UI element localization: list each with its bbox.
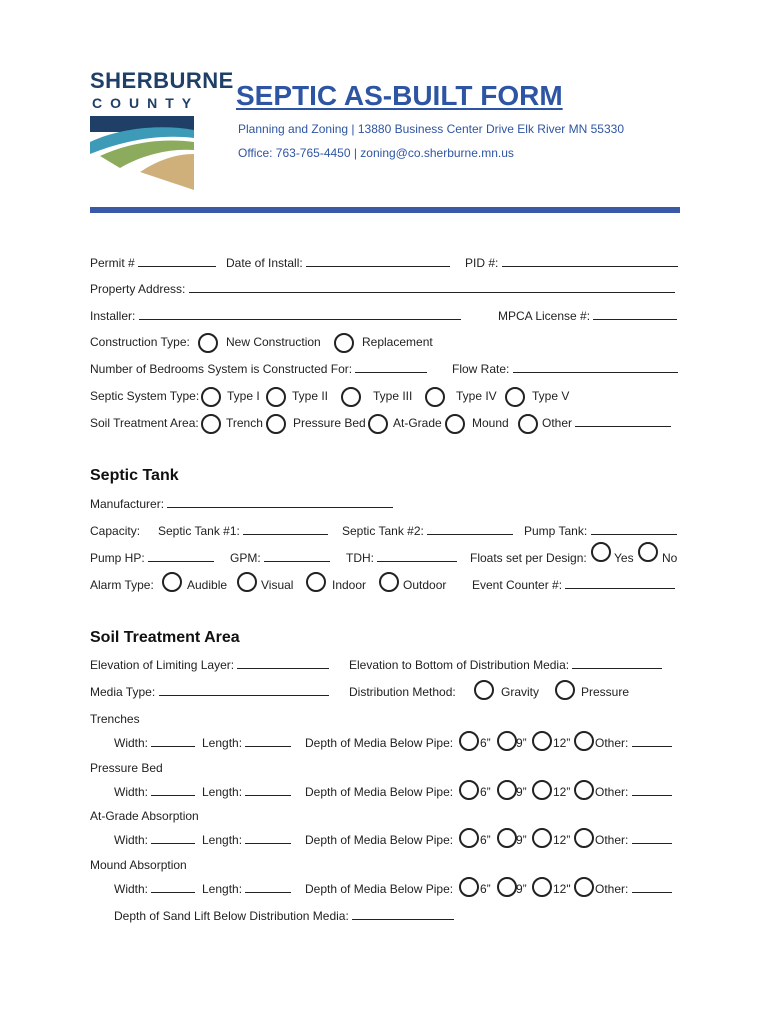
event-counter-field xyxy=(472,578,675,592)
system-type-2-label: Type II xyxy=(292,389,329,403)
system-type-3-radio[interactable] xyxy=(341,387,361,407)
width-input[interactable] xyxy=(151,736,195,747)
pressure-bed-width-field xyxy=(114,785,195,799)
pressure-bed-depth-option-2-label: 12” xyxy=(553,785,571,799)
pump-tank-input[interactable] xyxy=(591,524,677,535)
pressure-bed-depth-option-3-radio[interactable] xyxy=(574,780,594,800)
floats-yes-label: Yes xyxy=(614,551,634,565)
media-type-input[interactable] xyxy=(159,685,329,696)
system-type-2-radio[interactable] xyxy=(266,387,286,407)
width-input[interactable] xyxy=(151,882,195,893)
mound-depth-label: Depth of Media Below Pipe: xyxy=(305,882,454,896)
pump-hp-label: Pump HP: xyxy=(90,551,145,565)
width-input[interactable] xyxy=(151,833,195,844)
trenches-depth-option-2-label: 12” xyxy=(553,736,571,750)
pressure-bed-depth-label: Depth of Media Below Pipe: xyxy=(305,785,454,799)
pressure-bed-depth-option-1-label: 9” xyxy=(516,785,527,799)
page-title: SEPTIC AS-BUILT FORM xyxy=(236,80,563,111)
flow-rate-label: Flow Rate: xyxy=(452,362,510,376)
trenches-depth-option-0-label: 6” xyxy=(480,736,491,750)
permit-input[interactable] xyxy=(138,256,216,267)
sand-lift-field xyxy=(114,909,454,923)
pid-field xyxy=(465,256,678,270)
tank2-field xyxy=(342,524,513,538)
media-type-field xyxy=(90,685,329,699)
tdh-field xyxy=(346,551,457,565)
length-input[interactable] xyxy=(245,736,291,747)
floats-no-label: No xyxy=(662,551,678,565)
length-label: Length: xyxy=(202,736,243,750)
logo-landscape-icon xyxy=(90,116,196,192)
alarm-audible-label: Audible xyxy=(187,578,228,592)
other-label: Other: xyxy=(595,882,629,896)
install-date-input[interactable] xyxy=(306,256,450,267)
at-grade-depth-option-0-radio[interactable] xyxy=(459,828,479,848)
tank2-label: Septic Tank #2: xyxy=(342,524,424,538)
construction-replacement-radio[interactable] xyxy=(334,333,354,353)
trenches-depth-option-1-radio[interactable] xyxy=(497,731,517,751)
pid-label: PID #: xyxy=(465,256,499,270)
mound-depth-option-1-label: 9” xyxy=(516,882,527,896)
event-counter-label: Event Counter #: xyxy=(472,578,563,592)
mound-depth-option-2-radio[interactable] xyxy=(532,877,552,897)
trenches-depth-option-2-radio[interactable] xyxy=(532,731,552,751)
soil-mound-radio[interactable] xyxy=(445,414,465,434)
trenches-depth-option-0-radio[interactable] xyxy=(459,731,479,751)
flow-rate-input[interactable] xyxy=(513,362,678,373)
alarm-type-label: Alarm Type: xyxy=(90,578,154,592)
elev-bottom-input[interactable] xyxy=(572,658,662,669)
soil-mound-label: Mound xyxy=(472,416,509,430)
at-grade-width-field xyxy=(114,833,195,847)
soil-trench-label: Trench xyxy=(226,416,263,430)
dist-method-label: Distribution Method: xyxy=(349,685,456,699)
dist-pressure-radio[interactable] xyxy=(555,680,575,700)
manufacturer-label: Manufacturer: xyxy=(90,497,165,511)
at-grade-depth-option-0-label: 6” xyxy=(480,833,491,847)
soil-at-grade-radio[interactable] xyxy=(368,414,388,434)
length-label: Length: xyxy=(202,882,243,896)
gpm-field xyxy=(230,551,330,565)
elev-bottom-label: Elevation to Bottom of Distribution Media: xyxy=(349,658,570,672)
at-grade-depth-option-2-label: 12” xyxy=(553,833,571,847)
pump-hp-input[interactable] xyxy=(148,551,214,562)
tank1-input[interactable] xyxy=(243,524,328,535)
tank2-input[interactable] xyxy=(427,524,513,535)
alarm-indoor-label: Indoor xyxy=(332,578,367,592)
section-heading-pressure-bed: Pressure Bed xyxy=(90,761,163,775)
at-grade-depth-option-2-radio[interactable] xyxy=(532,828,552,848)
installer-label: Installer: xyxy=(90,309,136,323)
soil-at-grade-label: At-Grade xyxy=(393,416,442,430)
trenches-depth-option-3-label xyxy=(595,736,672,750)
bedrooms-label: Number of Bedrooms System is Constructed For: xyxy=(90,362,353,376)
width-label: Width: xyxy=(114,736,149,750)
other-input[interactable] xyxy=(632,785,672,796)
system-type-1-radio[interactable] xyxy=(201,387,221,407)
at-grade-depth-option-1-label: 9” xyxy=(516,833,527,847)
section-heading-at-grade: At-Grade Absorption xyxy=(90,809,199,823)
pump-hp-field xyxy=(90,551,214,565)
other-label: Other: xyxy=(595,833,629,847)
construction-replacement-label: Replacement xyxy=(362,335,433,349)
soil-treatment-heading: Soil Treatment Area xyxy=(90,629,240,646)
flow-rate-field xyxy=(452,362,678,376)
install-date-label: Date of Install: xyxy=(226,256,303,270)
length-input[interactable] xyxy=(245,785,291,796)
length-label: Length: xyxy=(202,785,243,799)
soil-trench-radio[interactable] xyxy=(201,414,221,434)
trenches-length-field xyxy=(202,736,291,750)
install-date-field xyxy=(226,256,450,270)
length-input[interactable] xyxy=(245,833,291,844)
width-label: Width: xyxy=(114,785,149,799)
mpca-license-input[interactable] xyxy=(593,309,677,320)
system-type-5-radio[interactable] xyxy=(505,387,525,407)
alarm-visual-label: Visual xyxy=(261,578,294,592)
floats-yes-radio[interactable] xyxy=(591,542,611,562)
pressure-bed-depth-option-3-label xyxy=(595,785,672,799)
bedrooms-field xyxy=(90,362,427,376)
soil-area-label: Soil Treatment Area: xyxy=(90,416,199,430)
soil-pressure-bed-label: Pressure Bed xyxy=(293,416,366,430)
length-label: Length: xyxy=(202,833,243,847)
pressure-bed-depth-option-0-radio[interactable] xyxy=(459,780,479,800)
logo-text-county: COUNTY xyxy=(92,95,200,111)
length-input[interactable] xyxy=(245,882,291,893)
header-divider xyxy=(90,207,680,213)
alarm-visual-radio[interactable] xyxy=(237,572,257,592)
alarm-audible-radio[interactable] xyxy=(162,572,182,592)
bedrooms-input[interactable] xyxy=(355,362,427,373)
floats-label: Floats set per Design: xyxy=(470,551,587,565)
property-address-field xyxy=(90,282,675,296)
at-grade-depth-option-1-radio[interactable] xyxy=(497,828,517,848)
trenches-width-field xyxy=(114,736,195,750)
soil-other-field xyxy=(542,416,671,430)
width-label: Width: xyxy=(114,882,149,896)
pressure-bed-depth-option-1-radio[interactable] xyxy=(497,780,517,800)
pid-input[interactable] xyxy=(502,256,678,267)
office-contact: Office: 763-765-4450 | zoning@co.sherburne.mn.us xyxy=(238,146,514,160)
elev-bottom-field xyxy=(349,658,662,672)
mpca-license-label: MPCA License #: xyxy=(498,309,591,323)
at-grade-depth-option-3-label xyxy=(595,833,672,847)
tdh-input[interactable] xyxy=(377,551,457,562)
section-heading-mound: Mound Absorption xyxy=(90,858,187,872)
elev-limiting-label: Elevation of Limiting Layer: xyxy=(90,658,235,672)
gpm-label: GPM: xyxy=(230,551,261,565)
media-type-label: Media Type: xyxy=(90,685,156,699)
other-input[interactable] xyxy=(632,736,672,747)
tank1-field xyxy=(158,524,328,538)
tank1-label: Septic Tank #1: xyxy=(158,524,240,538)
dist-pressure-label: Pressure xyxy=(581,685,630,699)
manufacturer-field xyxy=(90,497,393,511)
mound-depth-option-3-label xyxy=(595,882,672,896)
logo-text-sherburne: SHERBURNE xyxy=(90,68,234,93)
pump-tank-field xyxy=(524,524,677,538)
soil-pressure-bed-radio[interactable] xyxy=(266,414,286,434)
septic-tank-heading: Septic Tank xyxy=(90,467,179,484)
mpca-license-field xyxy=(498,309,677,323)
mound-depth-option-0-label: 6” xyxy=(480,882,491,896)
elev-limiting-field xyxy=(90,658,329,672)
mound-depth-option-2-label: 12" xyxy=(553,882,571,896)
mound-depth-option-0-radio[interactable] xyxy=(459,877,479,897)
system-type-4-label: Type IV xyxy=(456,389,497,403)
manufacturer-input[interactable] xyxy=(167,497,393,508)
alarm-outdoor-label: Outdoor xyxy=(403,578,447,592)
width-label: Width: xyxy=(114,833,149,847)
soil-other-radio[interactable] xyxy=(518,414,538,434)
pump-tank-label: Pump Tank: xyxy=(524,524,588,538)
trenches-depth-label: Depth of Media Below Pipe: xyxy=(305,736,454,750)
county-logo xyxy=(90,68,234,192)
floats-no-radio[interactable] xyxy=(638,542,658,562)
event-counter-input[interactable] xyxy=(565,578,675,589)
system-type-3-label: Type III xyxy=(373,389,413,403)
system-type-label: Septic System Type: xyxy=(90,389,200,403)
width-input[interactable] xyxy=(151,785,195,796)
system-type-1-label: Type I xyxy=(227,389,260,403)
property-address-input[interactable] xyxy=(189,282,675,293)
installer-field xyxy=(90,309,461,323)
system-type-4-radio[interactable] xyxy=(425,387,445,407)
construction-new-label: New Construction xyxy=(226,335,321,349)
mound-depth-option-1-radio[interactable] xyxy=(497,877,517,897)
capacity-label: Capacity: xyxy=(90,524,141,538)
mound-length-field xyxy=(202,882,291,896)
other-label: Other: xyxy=(595,785,629,799)
trenches-depth-option-1-label: 9” xyxy=(516,736,527,750)
pressure-bed-depth-option-0-label: 6” xyxy=(480,785,491,799)
dist-gravity-label: Gravity xyxy=(501,685,540,699)
soil-other-label: Other xyxy=(542,416,573,430)
construction-type-label: Construction Type: xyxy=(90,335,190,349)
other-input[interactable] xyxy=(632,833,672,844)
construction-new-radio[interactable] xyxy=(198,333,218,353)
system-type-5-label: Type V xyxy=(532,389,570,403)
other-input[interactable] xyxy=(632,882,672,893)
mound-width-field xyxy=(114,882,195,896)
permit-field xyxy=(90,256,216,270)
sand-lift-label: Depth of Sand Lift Below Distribution Media: xyxy=(114,909,349,923)
trenches-depth-option-3-radio[interactable] xyxy=(574,731,594,751)
gpm-input[interactable] xyxy=(264,551,330,562)
mound-depth-option-3-radio[interactable] xyxy=(574,877,594,897)
pressure-bed-depth-option-2-radio[interactable] xyxy=(532,780,552,800)
at-grade-depth-option-3-radio[interactable] xyxy=(574,828,594,848)
permit-label: Permit # xyxy=(90,256,135,270)
at-grade-length-field xyxy=(202,833,291,847)
soil-other-input[interactable] xyxy=(575,416,671,427)
at-grade-depth-label: Depth of Media Below Pipe: xyxy=(305,833,454,847)
tdh-label: TDH: xyxy=(346,551,374,565)
alarm-indoor-radio[interactable] xyxy=(306,572,326,592)
dist-gravity-radio[interactable] xyxy=(474,680,494,700)
office-address: Planning and Zoning | 13880 Business Center Drive Elk River MN 55330 xyxy=(238,122,624,136)
property-address-label: Property Address: xyxy=(90,282,186,296)
elev-limiting-input[interactable] xyxy=(237,658,329,669)
section-heading-trenches: Trenches xyxy=(90,712,140,726)
pressure-bed-length-field xyxy=(202,785,291,799)
other-label: Other: xyxy=(595,736,629,750)
installer-input[interactable] xyxy=(139,309,461,320)
alarm-outdoor-radio[interactable] xyxy=(379,572,399,592)
sand-lift-input[interactable] xyxy=(352,909,454,920)
